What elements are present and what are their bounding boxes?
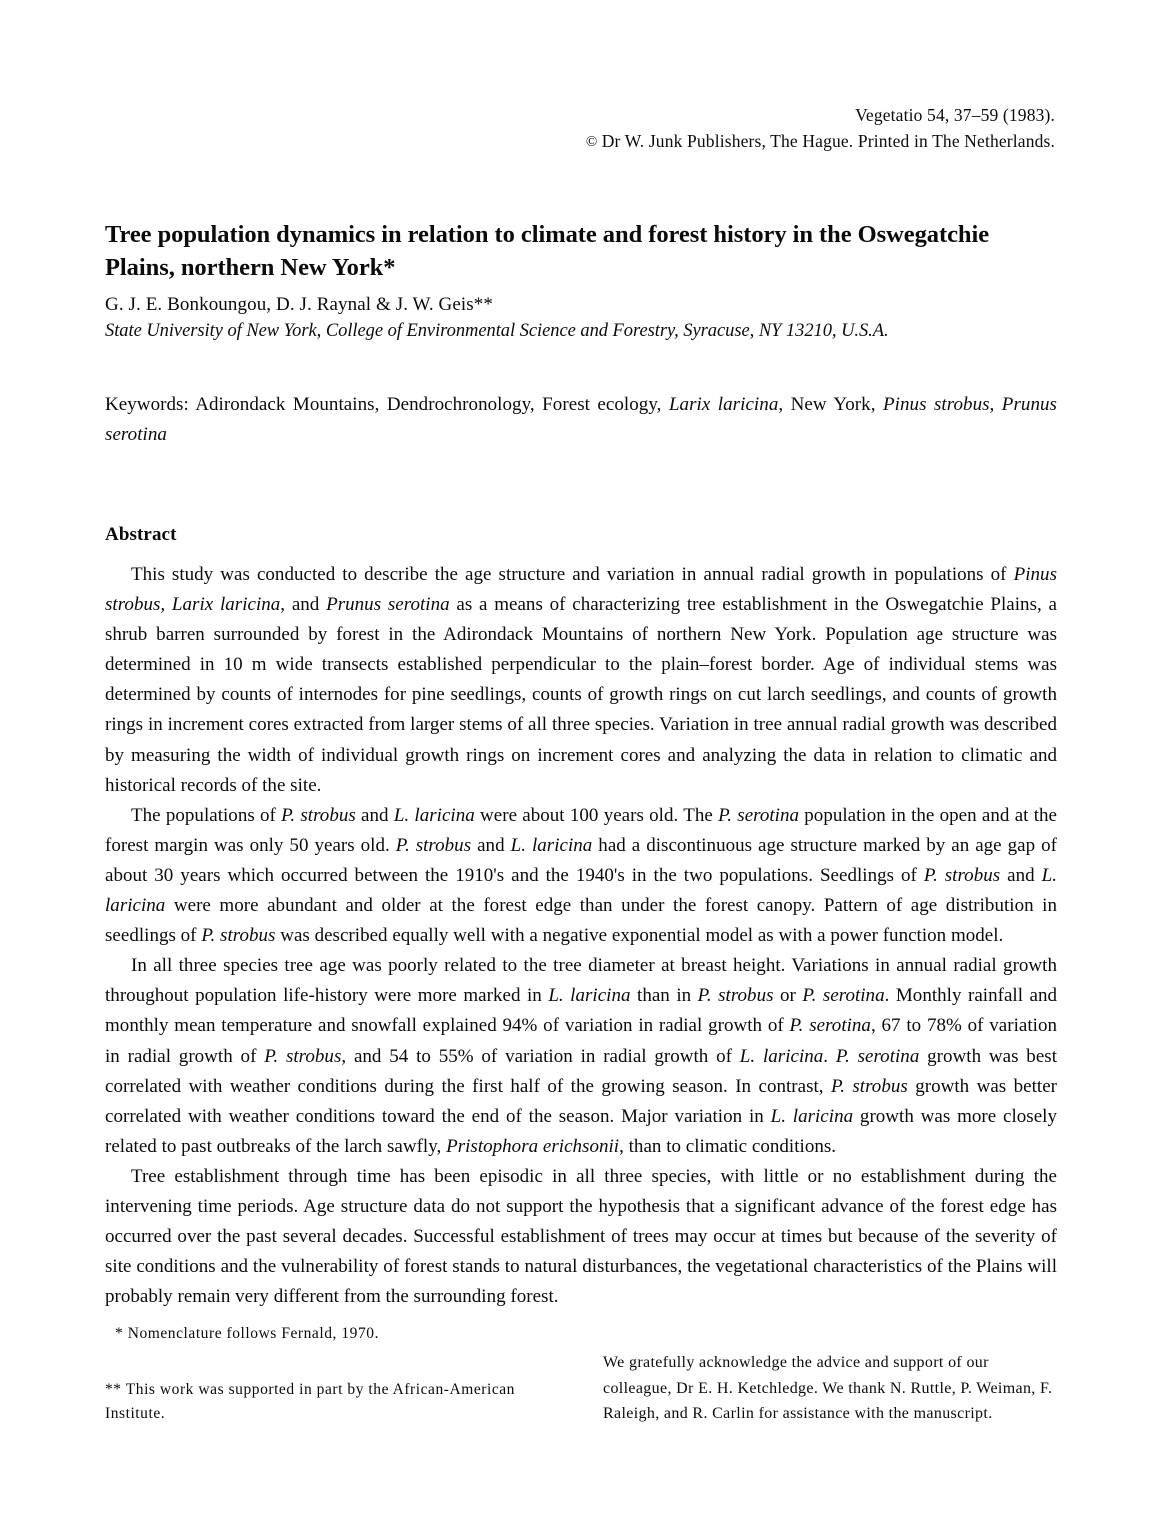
abstract-text-run: This study was conducted to describe the age structure and variation in annual radial growth in populations of [131, 564, 1014, 585]
page-title: Tree population dynamics in relation to climate and forest history in the Oswegatchie Plains, northern New York* [105, 221, 990, 282]
abstract-text-run: had a discontinuous age structure marked by an age gap of about 30 years which occurred between the 1910's and the 1940's in the two populations. Seedlings of [105, 834, 1057, 886]
keywords-block [105, 390, 1057, 450]
publisher-text: Dr W. Junk Publishers, The Hague. Printed in The Netherlands. [601, 131, 1055, 151]
abstract-text-run: as a means of characterizing tree establishment in the Oswegatchie Plains, a shrub barren surrounded by forest in the Adirondack Mountains of northern New York. Population age structure was determined in 10 m wide transects established perpendicular to the plain–forest border. Age of individual stems was determined by counts of internodes for pine seedlings, counts of growth rings on cut larch seedlings, and counts of growth rings in increment cores extracted from larger stems of all three species. Variation in tree annual radial growth was described by measuring the width of individual growth rings on increment cores and analyzing the data in relation to climatic and historical records of the site. [105, 594, 1057, 796]
abstract-text-run: was described equally well with a negative exponential model as with a power function model. [275, 925, 1004, 947]
species-name-italic: Pristophora erichsonii [446, 1135, 620, 1157]
keyword-italic-pinus-prunus: Pinus strobus, Prunus serotina [105, 394, 1057, 445]
abstract-text-run: than in [630, 985, 698, 1007]
footnote-left-column [105, 1322, 575, 1426]
abstract-heading: Abstract [105, 523, 177, 545]
species-name-italic: P. strobus [264, 1045, 342, 1067]
species-name-italic: P. serotina [789, 1015, 871, 1037]
author-list: G. J. E. Bonkoungou, D. J. Raynal & J. W. Geis** [105, 294, 493, 315]
abstract-text-run: and [471, 834, 511, 856]
keyword-italic-larix: Larix laricina [668, 394, 779, 415]
abstract-body [105, 560, 1057, 1312]
abstract-text-run: , and 54 to 55% of variation in radial growth of [341, 1045, 740, 1067]
species-name-italic: L. laricina [393, 804, 475, 826]
abstract-paragraph [105, 1162, 1057, 1312]
abstract-text-run: , than to climatic conditions. [619, 1135, 837, 1157]
abstract-text-run: , 67 to 78% of variation in radial growth of [105, 1015, 1057, 1067]
abstract-text-run: growth was more closely related to past outbreaks of the larch sawfly, [105, 1105, 1057, 1157]
abstract-text-run: were more abundant and older at the forest edge than under the forest canopy. Pattern of age distribution in seedlings of [105, 895, 1057, 947]
abstract-text-run: The populations of [131, 804, 282, 826]
footnote-acknowledgement: We gratefully acknowledge the advice and support of our colleague, Dr E. H. Ketchledge. We thank N. Ruttle, P. Weiman, F. Raleigh, and R. Carlin for assistance with the manuscript. [603, 1354, 1053, 1422]
abstract-text-run: . [823, 1045, 836, 1067]
species-name-italic: L. laricina [105, 864, 1057, 917]
species-name-italic: P. serotina [802, 985, 885, 1007]
journal-citation: Vegetatio 54, 37–59 (1983). [855, 105, 1055, 125]
species-name-italic: P. serotina [718, 804, 800, 826]
abstract-text-run: were about 100 years old. The [474, 804, 719, 826]
abstract-text-run: and [355, 804, 394, 826]
abstract-text-run: or [773, 985, 803, 1007]
keywords-plain-1: Adirondack Mountains, Dendrochronology, Forest ecology, [195, 394, 662, 415]
abstract-text-run: growth was better correlated with weather conditions toward the end of the season. Major variation in [105, 1075, 1057, 1127]
publisher-line [105, 128, 1055, 155]
abstract-paragraph [105, 951, 1057, 1162]
species-name-italic: Pinus strobus, Larix laricina [105, 564, 1057, 616]
abstract-text-run: and [1000, 864, 1042, 886]
abstract-text-run: In all three species tree age was poorly related to the tree diameter at breast height. Variations in annual radial growth throughout population life-history were more marked in [105, 955, 1057, 1007]
species-name-italic: P. strobus [281, 804, 356, 826]
species-name-italic: L. laricina [510, 834, 593, 856]
species-name-italic: L. laricina [548, 985, 631, 1007]
species-name-italic: P. strobus [831, 1075, 908, 1097]
species-name-italic: P. strobus [697, 985, 774, 1007]
abstract-text-run: , and [280, 594, 327, 616]
abstract-paragraph [105, 801, 1057, 951]
abstract-text-run: Tree establishment through time has been episodic in all three species, with little or no establishment during the intervening time periods. Age structure data do not support the hypothesis that a significant advance of the forest edge has occurred over the past several decades. Successful establishment of trees may occur at times but because of the severity of site conditions and the vulnerability of forest stands to natural disturbances, the vegetational characteristics of the Plains will probably remain very different from the surrounding forest. [105, 1165, 1057, 1308]
abstract-text-run: growth was best correlated with weather conditions during the first half of the growing season. In contrast, [105, 1045, 1057, 1097]
copyright-icon: © [585, 134, 598, 150]
footnote-nomenclature: * Nomenclature follows Fernald, 1970. [115, 1325, 379, 1342]
abstract-text-run: population in the open and at the forest margin was only 50 years old. [105, 804, 1057, 856]
abstract-paragraph [105, 560, 1057, 801]
keywords-plain-2: , New York, [778, 394, 876, 415]
species-name-italic: P. strobus [923, 864, 1001, 886]
journal-header [105, 102, 1055, 155]
species-name-italic: Prunus serotina [326, 594, 450, 616]
species-name-italic: L. laricina [739, 1045, 824, 1067]
author-affiliation: State University of New York, College of Environmental Science and Forestry, Syracuse, NY 13210, U.S.A. [105, 321, 889, 341]
species-name-italic: P. serotina [835, 1045, 920, 1067]
species-name-italic: P. strobus [201, 925, 276, 947]
species-name-italic: P. strobus [395, 834, 472, 856]
species-name-italic: L. laricina [770, 1105, 854, 1127]
abstract-text-run: . Monthly rainfall and monthly mean temperature and snowfall explained 94% of variation in radial growth of [105, 985, 1058, 1037]
keywords-label: Keywords: [105, 394, 189, 415]
footnote-support: ** This work was supported in part by the African-American Institute. [105, 1381, 515, 1422]
